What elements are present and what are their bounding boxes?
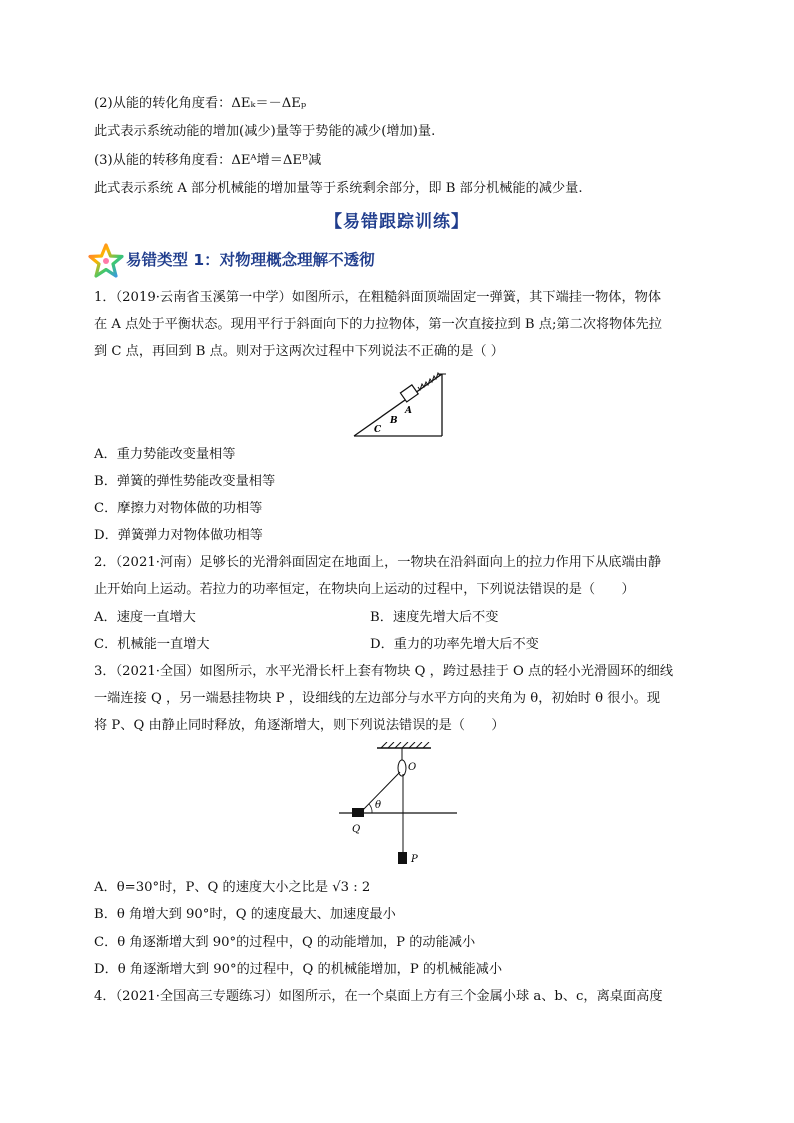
q2-option-d: D．重力的功率先增大后不变 (370, 637, 539, 652)
fig-label-c: C (374, 425, 382, 435)
fig-label-a: A (405, 406, 412, 416)
q1-line-3: 到 C 点，再回到 B 点。则对于这两次过程中下列说法不正确的是（ ） (94, 344, 504, 359)
q1-option-d: D．弹簧弹力对物体做功相等 (94, 528, 263, 543)
fig-label-o: O (408, 762, 417, 773)
q2-line-2: 止开始向上运动。若拉力的功率恒定，在物块向上运动的过程中，下列说法错误的是（ ） (94, 582, 635, 597)
section-title: 【易错跟踪训练】 (325, 212, 469, 232)
q3-line-2: 一端连接 Q ，另一端悬挂物块 P ，设细线的左边部分与水平方向的夹角为 θ，初始时 θ 很小。现 (94, 691, 661, 706)
q3-line-1: 3．（2021·全国）如图所示，水平光滑长杆上套有物块 Q ，跨过悬挂于 O 点的轻小光滑圆环的细线 (94, 664, 674, 679)
q3-option-d: D．θ 角逐渐增大到 90°的过程中，Q 的机械能增加，P 的机械能减小 (94, 962, 503, 977)
q1-line-1: 1．（2019·云南省玉溪第一中学）如图所示，在粗糙斜面顶端固定一弹簧，其下端挂一物体，物体 (94, 290, 662, 305)
incline-spring-figure (350, 370, 450, 440)
q1-option-c: C．摩擦力对物体做的功相等 (94, 501, 263, 516)
intro-line-4: 此式表示系统 A 部分机械能的增加量等于系统剩余部分，即 B 部分机械能的减少量. (94, 181, 583, 196)
q3-option-b: B．θ 角增大到 90°时，Q 的速度最大、加速度最小 (94, 907, 396, 922)
q1-option-b: B．弹簧的弹性势能改变量相等 (94, 474, 276, 489)
q2-option-c: C．机械能一直增大 (94, 637, 210, 652)
q4-line-1: 4．（2021·全国高三专题练习）如图所示，在一个桌面上方有三个金属小球 a、b、c，离桌面高度 (94, 989, 663, 1004)
q2-option-b: B．速度先增大后不变 (370, 610, 499, 625)
pulley-figure (335, 742, 465, 872)
q3-line-3: 将 P、Q 由静止同时释放，角逐渐增大，则下列说法错误的是（ ） (94, 718, 505, 733)
fig-label-theta: θ (375, 800, 382, 811)
q2-option-a: A．速度一直增大 (94, 610, 196, 625)
q1-option-a: A．重力势能改变量相等 (94, 447, 236, 462)
q3-option-c: C．θ 角逐渐增大到 90°的过程中，Q 的动能增加，P 的动能减小 (94, 935, 476, 950)
star-icon (88, 243, 124, 279)
fig-label-q: Q (352, 824, 361, 835)
intro-line-2: 此式表示系统动能的增加(减少)量等于势能的减少(增加)量. (94, 124, 436, 139)
fig-label-p: P (411, 854, 418, 865)
q1-line-2: 在 A 点处于平衡状态。现用平行于斜面向下的力拉物体，第一次直接拉到 B 点;第二次将物体先拉 (94, 317, 662, 332)
q2-line-1: 2．（2021·河南）足够长的光滑斜面固定在地面上，一物块在沿斜面向上的拉力作用下从底端由静 (94, 555, 662, 570)
error-type-heading: 易错类型 1：对物理概念理解不透彻 (126, 251, 375, 269)
q3-option-a: A．θ=30°时，P、Q 的速度大小之比是 √3 : 2 (94, 880, 371, 895)
intro-line-3: (3)从能的转移角度看：ΔEᴬ增＝ΔEᴮ减 (94, 153, 322, 168)
intro-line-1: (2)从能的转化角度看：ΔEₖ＝－ΔEₚ (94, 96, 307, 111)
fig-label-b: B (390, 416, 398, 426)
